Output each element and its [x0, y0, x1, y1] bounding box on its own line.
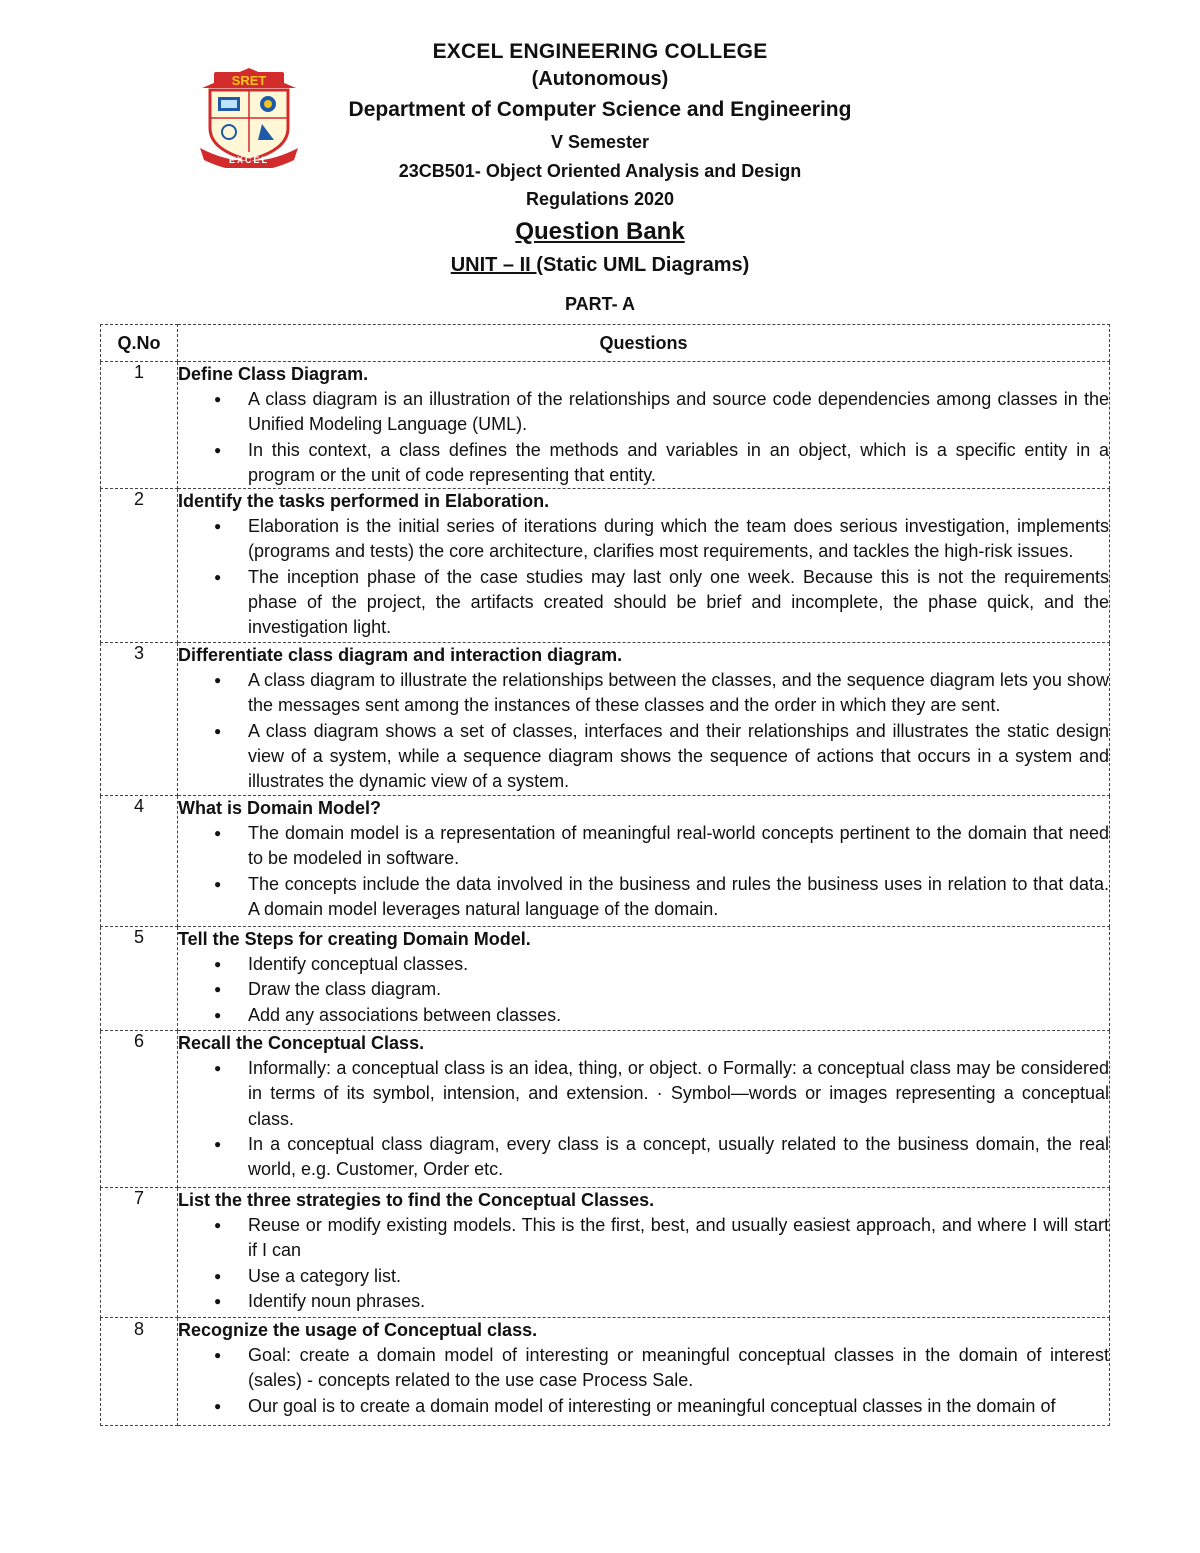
question-title: List the three strategies to find the Conceptual Classes.: [178, 1190, 655, 1211]
question-bank-title: Question Bank: [515, 218, 685, 245]
answer-point: ● In this context, a class defines the methods and variables in an object, which is a specific entity in a program or the unit of code representing that entity.: [248, 438, 1109, 489]
answer-point: ● Goal: create a domain model of interesting or meaningful conceptual classes in the domain of interest (sales) - concepts related to the use case Process Sale.: [248, 1343, 1109, 1394]
question-number: 3: [101, 643, 178, 796]
answer-point: ● Reuse or modify existing models. This is the first, best, and usually easiest approach, and where I will start if I can: [248, 1213, 1109, 1264]
table-header-row: [101, 325, 1110, 362]
table-row: [101, 489, 1110, 643]
answer-point: ● Draw the class diagram.: [248, 977, 1109, 1002]
column-header-qno: Q.No: [101, 325, 178, 362]
question-number: 7: [101, 1188, 178, 1318]
unit-title: [300, 254, 900, 277]
answer-point: ● The inception phase of the case studies may last only one week. Because this is not the requirements phase of the project, the artifacts created should be brief and incomplete, the phase quick, and the investigation light.: [248, 565, 1109, 641]
table-row: [101, 362, 1110, 489]
answer-list: [178, 387, 1109, 488]
answer-point: ● Our goal is to create a domain model of interesting or meaningful conceptual classes in the domain of: [248, 1394, 1109, 1419]
table-row: [101, 1318, 1110, 1426]
answer-point: ● Informally: a conceptual class is an idea, thing, or object. o Formally: a conceptual class may be considered in terms of its symbol, intension, and extension. · Symbol—words or images representing a conceptual class.: [248, 1056, 1109, 1132]
answer-point: ● Add any associations between classes.: [248, 1003, 1109, 1028]
answer-list: [178, 1343, 1109, 1419]
answer-point: ● In a conceptual class diagram, every class is a concept, usually related to the business domain, the real world, e.g. Customer, Order etc.: [248, 1132, 1109, 1183]
autonomous-label: (Autonomous): [531, 68, 669, 90]
answer-point: ● The domain model is a representation of meaningful real-world concepts pertinent to the domain that need to be modeled in software.: [248, 821, 1109, 872]
answer-point: ● Elaboration is the initial series of iterations during which the team does serious investigation, implements (programs and tests) the core architecture, clarifies most requirements, and tackles the high-risk issues.: [248, 514, 1109, 565]
question-number: 4: [101, 796, 178, 927]
unit-name: Static UML Diagrams): [542, 254, 750, 276]
question-number: 8: [101, 1318, 178, 1426]
table-row: [101, 1031, 1110, 1188]
column-header-questions: Questions: [178, 325, 1110, 362]
question-cell: [178, 362, 1110, 489]
answer-point: ● A class diagram to illustrate the relationships between the classes, and the sequence diagram lets you show the messages sent among the instances of these classes and the order in which they are sent.: [248, 668, 1109, 719]
college-logo: [196, 66, 302, 168]
answer-list: [178, 1056, 1109, 1182]
part-label: PART- A: [565, 294, 635, 314]
answer-list: [178, 952, 1109, 1028]
question-title: What is Domain Model?: [178, 798, 382, 819]
regulations-label: Regulations 2020: [525, 189, 675, 209]
answer-point: ● Identify noun phrases.: [248, 1289, 1109, 1314]
question-title: Identify the tasks performed in Elaboration.: [178, 491, 550, 512]
question-title: Recognize the usage of Conceptual class.: [178, 1320, 538, 1341]
college-name: EXCEL ENGINEERING COLLEGE: [432, 40, 768, 63]
question-number: 5: [101, 927, 178, 1031]
question-cell: [178, 489, 1110, 643]
question-rows: [101, 362, 1110, 1426]
course-title: 23CB501- Object Oriented Analysis and Design: [398, 161, 802, 181]
question-title: Recall the Conceptual Class.: [178, 1033, 425, 1054]
question-number: 6: [101, 1031, 178, 1188]
question-number: 1: [101, 362, 178, 489]
question-cell: [178, 1188, 1110, 1318]
semester-label: V Semester: [550, 132, 650, 152]
question-title: Define Class Diagram.: [178, 364, 369, 384]
question-number: 2: [101, 489, 178, 643]
table-row: [101, 1188, 1110, 1318]
answer-point: ● The concepts include the data involved in the business and rules the business uses in relation to that data. A domain model leverages natural language of the domain.: [248, 872, 1109, 923]
table-row: [101, 796, 1110, 927]
answer-list: [178, 514, 1109, 640]
logo-top-text: SRET: [231, 73, 267, 88]
table-row: [101, 927, 1110, 1031]
answer-point: ● Identify conceptual classes.: [248, 952, 1109, 977]
question-title: Tell the Steps for creating Domain Model.: [178, 929, 531, 950]
question-cell: [178, 927, 1110, 1031]
question-table: [100, 324, 1110, 1426]
question-cell: [178, 1031, 1110, 1188]
answer-list: [178, 668, 1109, 794]
question-title: Differentiate class diagram and interaction diagram.: [178, 645, 623, 666]
question-cell: [178, 796, 1110, 927]
answer-list: [178, 821, 1109, 922]
question-cell: [178, 1318, 1110, 1426]
logo-bottom-text: EXCEL: [228, 155, 270, 165]
answer-point: ● A class diagram is an illustration of the relationships and source code dependencies among classes in the Unified Modeling Language (UML).: [248, 387, 1109, 438]
question-cell: [178, 643, 1110, 796]
answer-point: ● A class diagram shows a set of classes, interfaces and their relationships and illustrates the static design view of a system, while a sequence diagram shows the sequence of actions that occurs in a system and illustrates the dynamic view of a system.: [248, 719, 1109, 795]
answer-point: ● Use a category list.: [248, 1264, 1109, 1289]
unit-prefix: UNIT – II (: [450, 254, 543, 276]
answer-list: [178, 1213, 1109, 1314]
table-row: [101, 643, 1110, 796]
department-name: Department of Computer Science and Engineering: [348, 98, 852, 121]
